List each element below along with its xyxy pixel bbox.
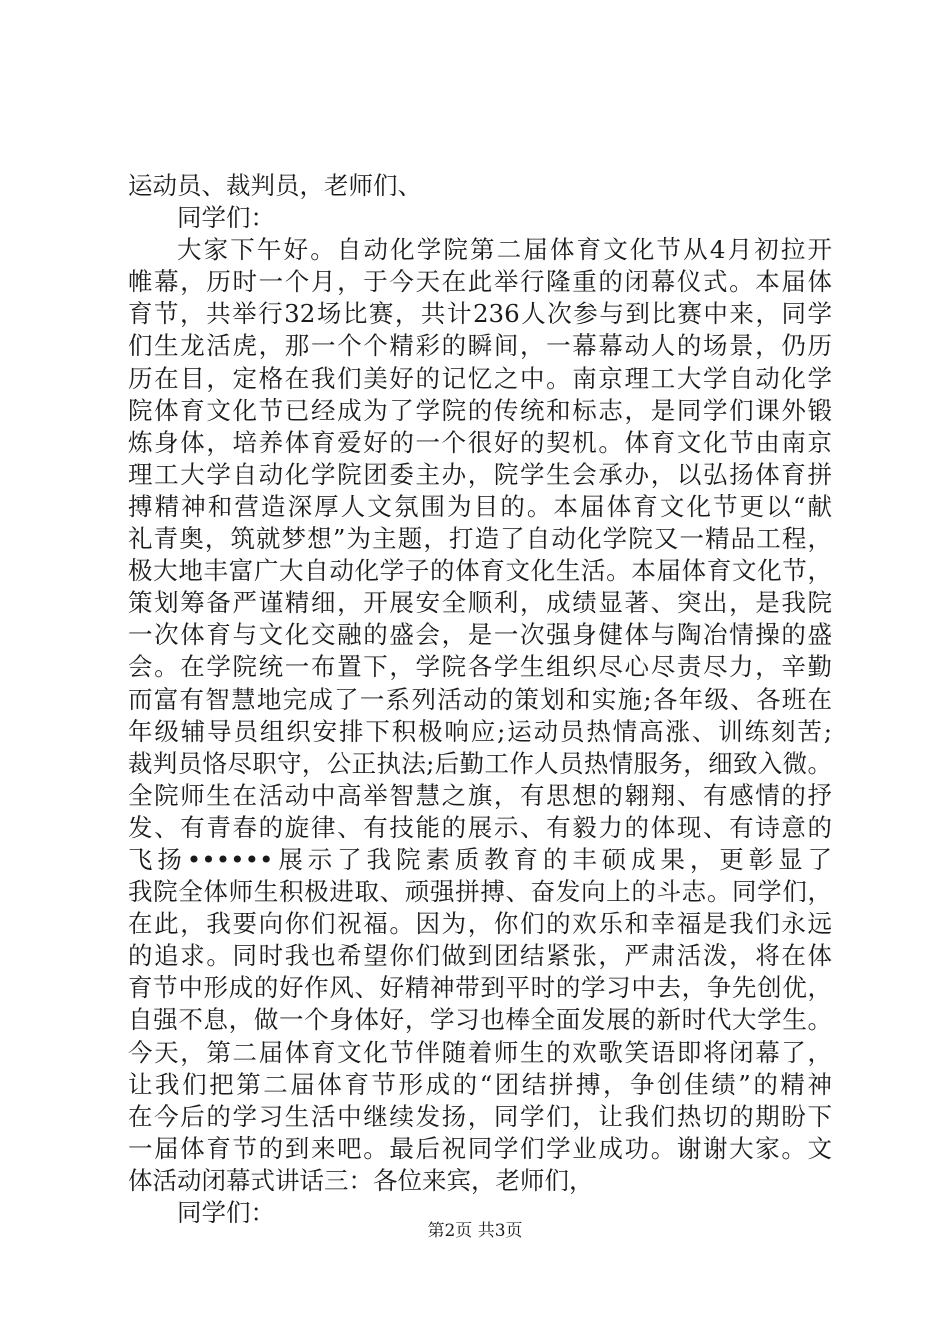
text-line: 育节，共举行32场比赛，共计236人次参与到比赛中来，同学 [128,299,832,329]
text-line: 让我们把第二届体育节形成的“团结拼搏，争创佳绩”的精神 [128,1069,832,1099]
text-line: 极大地丰富广大自动化学子的体育文化生活。本届体育文化节， [128,556,832,586]
text-line: 体活动闭幕式讲话三：各位来宾，老师们， [128,1165,594,1195]
text-line: 而富有智慧地完成了一系列活动的策划和实施;各年级、各班在 [128,684,832,714]
body-text [128,170,832,1229]
page-footer: 第2页 共3页 [427,1221,523,1241]
text-line: 帷幕，历时一个月，于今天在此举行隆重的闭幕仪式。本届体 [128,267,832,297]
text-line: 全院师生在活动中高举智慧之旗，有思想的翱翔、有感情的抒 [128,780,832,810]
text-line: 在此，我要向你们祝福。因为，你们的欢乐和幸福是我们永远 [128,909,832,939]
text-line: 育节中形成的好作风、好精神带到平时的学习中去，争先创优， [128,973,832,1003]
text-line: 裁判员恪尽职守，公正执法;后勤工作人员热情服务，细致入微。 [128,748,832,778]
text-line: 一次体育与文化交融的盛会，是一次强身健体与陶冶情操的盛 [128,620,832,650]
text-line: 会。在学院统一布置下，学院各学生组织尽心尽责尽力，辛勤 [128,652,832,682]
text-line: 院体育文化节已经成为了学院的传统和标志，是同学们课外锻 [128,395,832,425]
text-line: 历在目，定格在我们美好的记忆之中。南京理工大学自动化学 [128,363,832,393]
text-line: 自强不息，做一个身体好，学习也棒全面发展的新时代大学生。 [128,1005,832,1035]
text-line: 们生龙活虎，那一个个精彩的瞬间，一幕幕动人的场景，仍历 [128,331,832,361]
text-line: 一届体育节的到来吧。最后祝同学们学业成功。谢谢大家。文 [128,1133,832,1163]
text-line: 飞扬••••••展示了我院素质教育的丰硕成果，更彰显了 [128,844,832,874]
text-line: 大家下午好。自动化学院第二届体育文化节从4月初拉开 [177,235,832,265]
text-line: 的追求。同时我也希望你们做到团结紧张，严肃活泼，将在体 [128,941,832,971]
text-line: 发、有青春的旋律、有技能的展示、有毅力的体现、有诗意的 [128,812,832,842]
text-line: 在今后的学习生活中继续发扬，同学们，让我们热切的期盼下 [128,1101,832,1131]
text-line: 策划筹备严谨精细，开展安全顺利，成绩显著、突出，是我院 [128,588,832,618]
text-line: 礼青奥，筑就梦想”为主题，打造了自动化学院又一精品工程， [128,524,832,554]
text-line: 搏精神和营造深厚人文氛围为目的。本届体育文化节更以“献 [128,491,832,521]
text-line: 同学们： [177,203,275,233]
text-line: 今天，第二届体育文化节伴随着师生的欢歌笑语即将闭幕了， [128,1037,832,1067]
text-line: 同学们： [177,1198,275,1227]
text-line: 年级辅导员组织安排下积极响应;运动员热情高涨、训练刻苦; [128,716,832,746]
text-line: 理工大学自动化学院团委主办，院学生会承办，以弘扬体育拼 [128,459,832,489]
text-line: 我院全体师生积极进取、顽强拼搏、奋发向上的斗志。同学们， [128,877,832,907]
text-line: 炼身体，培养体育爱好的一个很好的契机。体育文化节由南京 [128,427,832,457]
text-line: 运动员、裁判员，老师们、 [128,171,422,200]
